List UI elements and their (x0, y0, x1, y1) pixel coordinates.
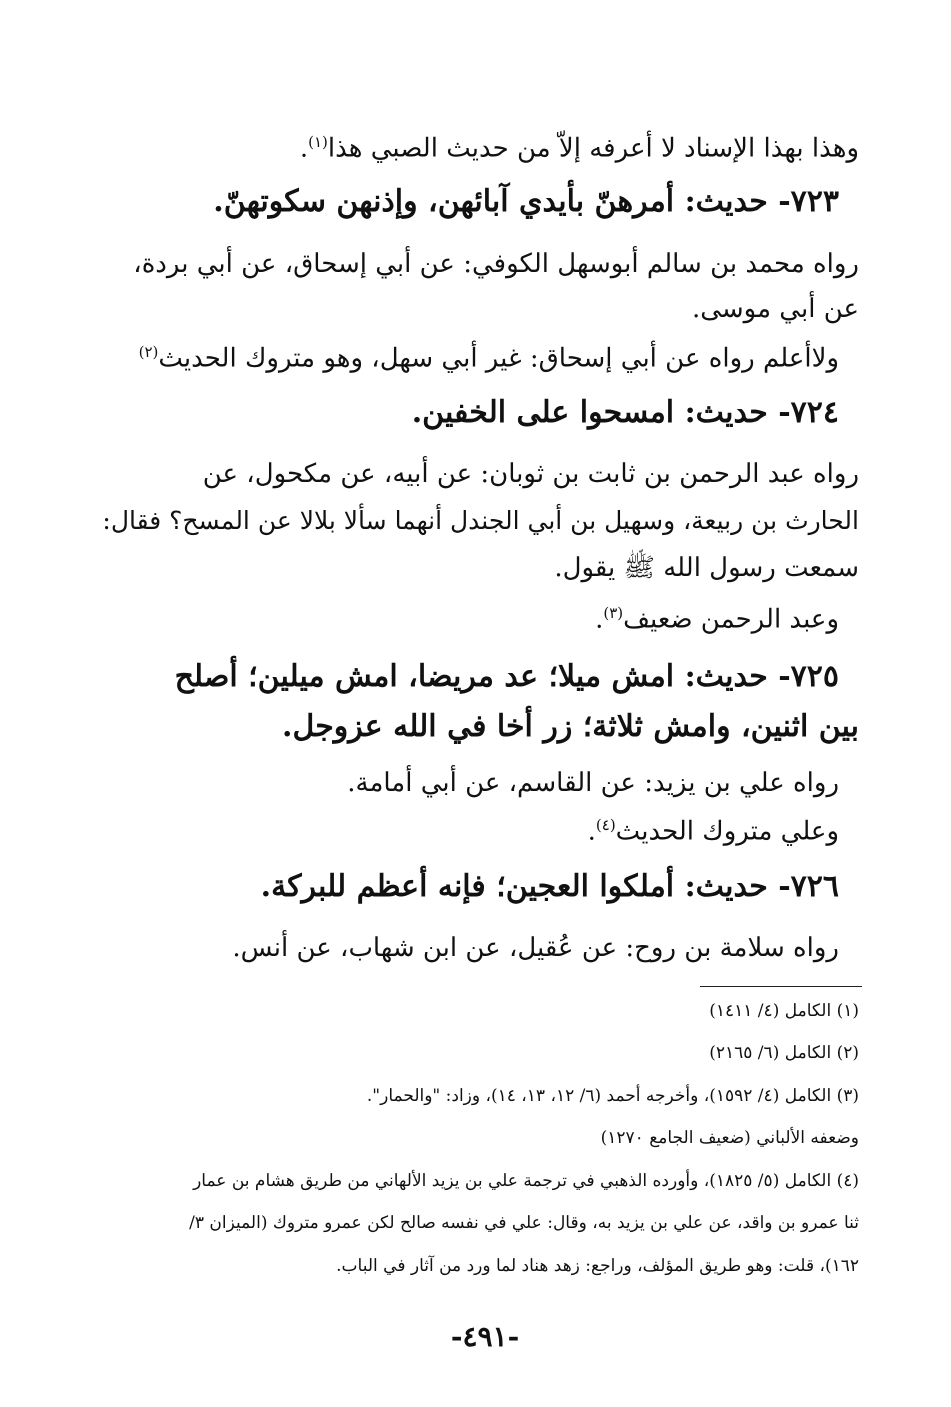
text-segment: . (587, 816, 596, 847)
footnote-1: (١) الكامل (٤/ ١٤١١) (709, 1001, 859, 1021)
text-line: رواه سلامة بن روح: عن عُقيل، عن ابن شهاب، عن أنس. (232, 933, 839, 963)
footnote-ref: (١) (308, 133, 328, 151)
footnote-4: (٤) الكامل (٥/ ١٨٢٥)، وأورده الذهبي في ترجمة علي بن يزيد الألهاني من طريق هشام بن عمار (193, 1171, 859, 1191)
text-line: عن أبي موسى. (691, 294, 859, 324)
footnote-4-cont: ثنا عمرو بن واقد، عن علي بن يزيد به، وقال: علي في نفسه صالح لكن عمرو متروك (الميزان ٣/ (189, 1213, 859, 1233)
footnote-ref: (٤) (595, 816, 616, 834)
text-segment: وهذا بهذا الإسناد لا أعرفه إلاّ من حديث الصبي هذا (327, 133, 859, 164)
text-line (588, 818, 839, 845)
text-line: رواه عبد الرحمن بن ثابت بن ثوبان: عن أبيه، عن مكحول، عن (202, 459, 859, 489)
footnote-divider (700, 986, 862, 987)
footnote-4-cont2: ١٦٢)، قلت: وهو طريق المؤلف، وراجع: زهد هناد لما ورد من آثار في الباب. (336, 1256, 859, 1276)
footnote-ref: (٣) (603, 604, 624, 622)
text-line: رواه محمد بن سالم أبوسهل الكوفي: عن أبي إسحاق، عن أبي بردة، (133, 249, 859, 279)
hadith-heading-724: ٧٢٤- حديث: امسحوا على الخفين. (411, 395, 839, 430)
text-line (595, 606, 839, 633)
text-line (300, 135, 859, 162)
text-segment: ولاأعلم رواه عن أبي إسحاق: غير أبي سهل، وهو متروك الحديث (158, 343, 839, 374)
text-segment: . (299, 133, 309, 164)
text-line: سمعت رسول الله ﷺ يقول. (554, 553, 859, 583)
footnote-2: (٢) الكامل (٦/ ٢١٦٥) (709, 1043, 859, 1063)
footnote-3: (٣) الكامل (٤/ ١٥٩٢)، وأخرجه أحمد (٦/ ١٢، ١٣، ١٤)، وزاد: "والحمار". (366, 1086, 859, 1106)
text-segment: وعلي متروك الحديث (615, 816, 839, 847)
hadith-heading-725: ٧٢٥- حديث: امش ميلا؛ عد مريضا، امش ميلين؛ أصلح (174, 659, 839, 694)
text-line (139, 345, 839, 372)
text-segment: وعبد الرحمن ضعيف (623, 604, 839, 635)
hadith-heading-725-cont: بين اثنين، وامش ثلاثة؛ زر أخا في الله عزوجل. (282, 709, 859, 744)
hadith-heading-723: ٧٢٣- حديث: أمرهنّ بأيدي آبائهن، وإذنهن سكوتهنّ. (213, 184, 839, 219)
hadith-heading-726: ٧٢٦- حديث: أملكوا العجين؛ فإنه أعظم للبركة. (260, 869, 839, 904)
text-line: رواه علي بن يزيد: عن القاسم، عن أبي أمامة. (347, 768, 839, 798)
text-segment: . (595, 604, 604, 635)
footnote-3-cont: وضعفه الألباني (ضعيف الجامع ١٢٧٠) (600, 1128, 859, 1148)
page-number: -٤٩١- (450, 1320, 520, 1353)
text-line: الحارث بن ربيعة، وسهيل بن أبي الجندل أنهما سألا بلالا عن المسح؟ فقال: (102, 506, 859, 535)
footnote-ref: (٢) (138, 343, 159, 361)
